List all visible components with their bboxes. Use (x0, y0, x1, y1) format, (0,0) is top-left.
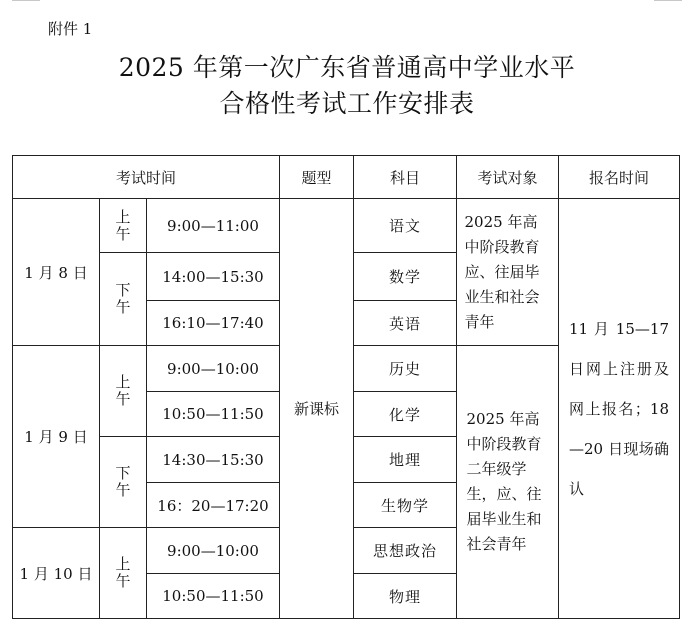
subject-cell: 地理 (354, 437, 457, 483)
subject-cell: 英语 (354, 301, 457, 346)
question-type-cell: 新课标 (280, 199, 354, 619)
table-header-row (13, 156, 680, 199)
target-cell-2 (457, 346, 559, 619)
page-title-line1: 2025 年第一次广东省普通高中学业水平 (118, 53, 576, 82)
period-cell (100, 199, 147, 253)
target-cell-1 (457, 199, 559, 346)
time-slot: 16:10—17:40 (147, 301, 280, 346)
date-cell: 1 月 8 日 (13, 199, 100, 346)
target-text-1: 2025 年高中阶段教育应、往届毕业生和社会青年 (464, 212, 540, 331)
header-question-type: 题型 (280, 156, 354, 199)
target-text-2: 2025 年高中阶段教育二年级学生，应、往届毕业生和社会青年 (466, 410, 542, 553)
period-cell (100, 253, 147, 346)
period-cell (100, 528, 147, 619)
header-target: 考试对象 (457, 156, 559, 199)
time-slot: 10:50—11:50 (147, 574, 280, 619)
time-slot: 14:00—15:30 (147, 253, 280, 301)
time-slot: 14:30—15:30 (147, 437, 280, 483)
subject-cell: 化学 (354, 392, 457, 437)
time-slot: 9:00—10:00 (147, 528, 280, 574)
period-label: 上午 (115, 373, 131, 408)
period-label: 上午 (115, 555, 131, 590)
subject-cell: 思想政治 (354, 528, 457, 574)
subject-cell: 数学 (354, 253, 457, 301)
period-label: 上午 (115, 207, 131, 243)
page-corner-mark-left (12, 0, 40, 1)
subject-cell: 物理 (354, 574, 457, 619)
date-cell: 1 月 9 日 (13, 346, 100, 528)
registration-text: 11 月 15—17 日网上注册及网上报名；18—20 日现场确认 (569, 319, 669, 498)
time-slot: 9:00—10:00 (147, 346, 280, 392)
page-corner-mark-right (654, 0, 682, 1)
exam-schedule-table (12, 155, 680, 619)
header-registration: 报名时间 (559, 156, 680, 199)
attachment-label: 附件 1 (48, 20, 93, 38)
registration-cell (559, 199, 680, 619)
page-title-line2: 合格性考试工作安排表 (219, 89, 475, 118)
period-label: 下午 (115, 281, 131, 316)
table-row (13, 199, 680, 253)
header-subject: 科目 (354, 156, 457, 199)
period-cell (100, 346, 147, 437)
subject-cell: 语文 (354, 199, 457, 253)
date-cell: 1 月 10 日 (13, 528, 100, 619)
subject-cell: 生物学 (354, 483, 457, 528)
header-exam-time: 考试时间 (13, 156, 280, 199)
time-slot: 16：20—17:20 (147, 483, 280, 528)
period-cell (100, 437, 147, 528)
period-label: 下午 (115, 464, 131, 499)
subject-cell: 历史 (354, 346, 457, 392)
time-slot: 9:00—11:00 (147, 199, 280, 253)
time-slot: 10:50—11:50 (147, 392, 280, 437)
